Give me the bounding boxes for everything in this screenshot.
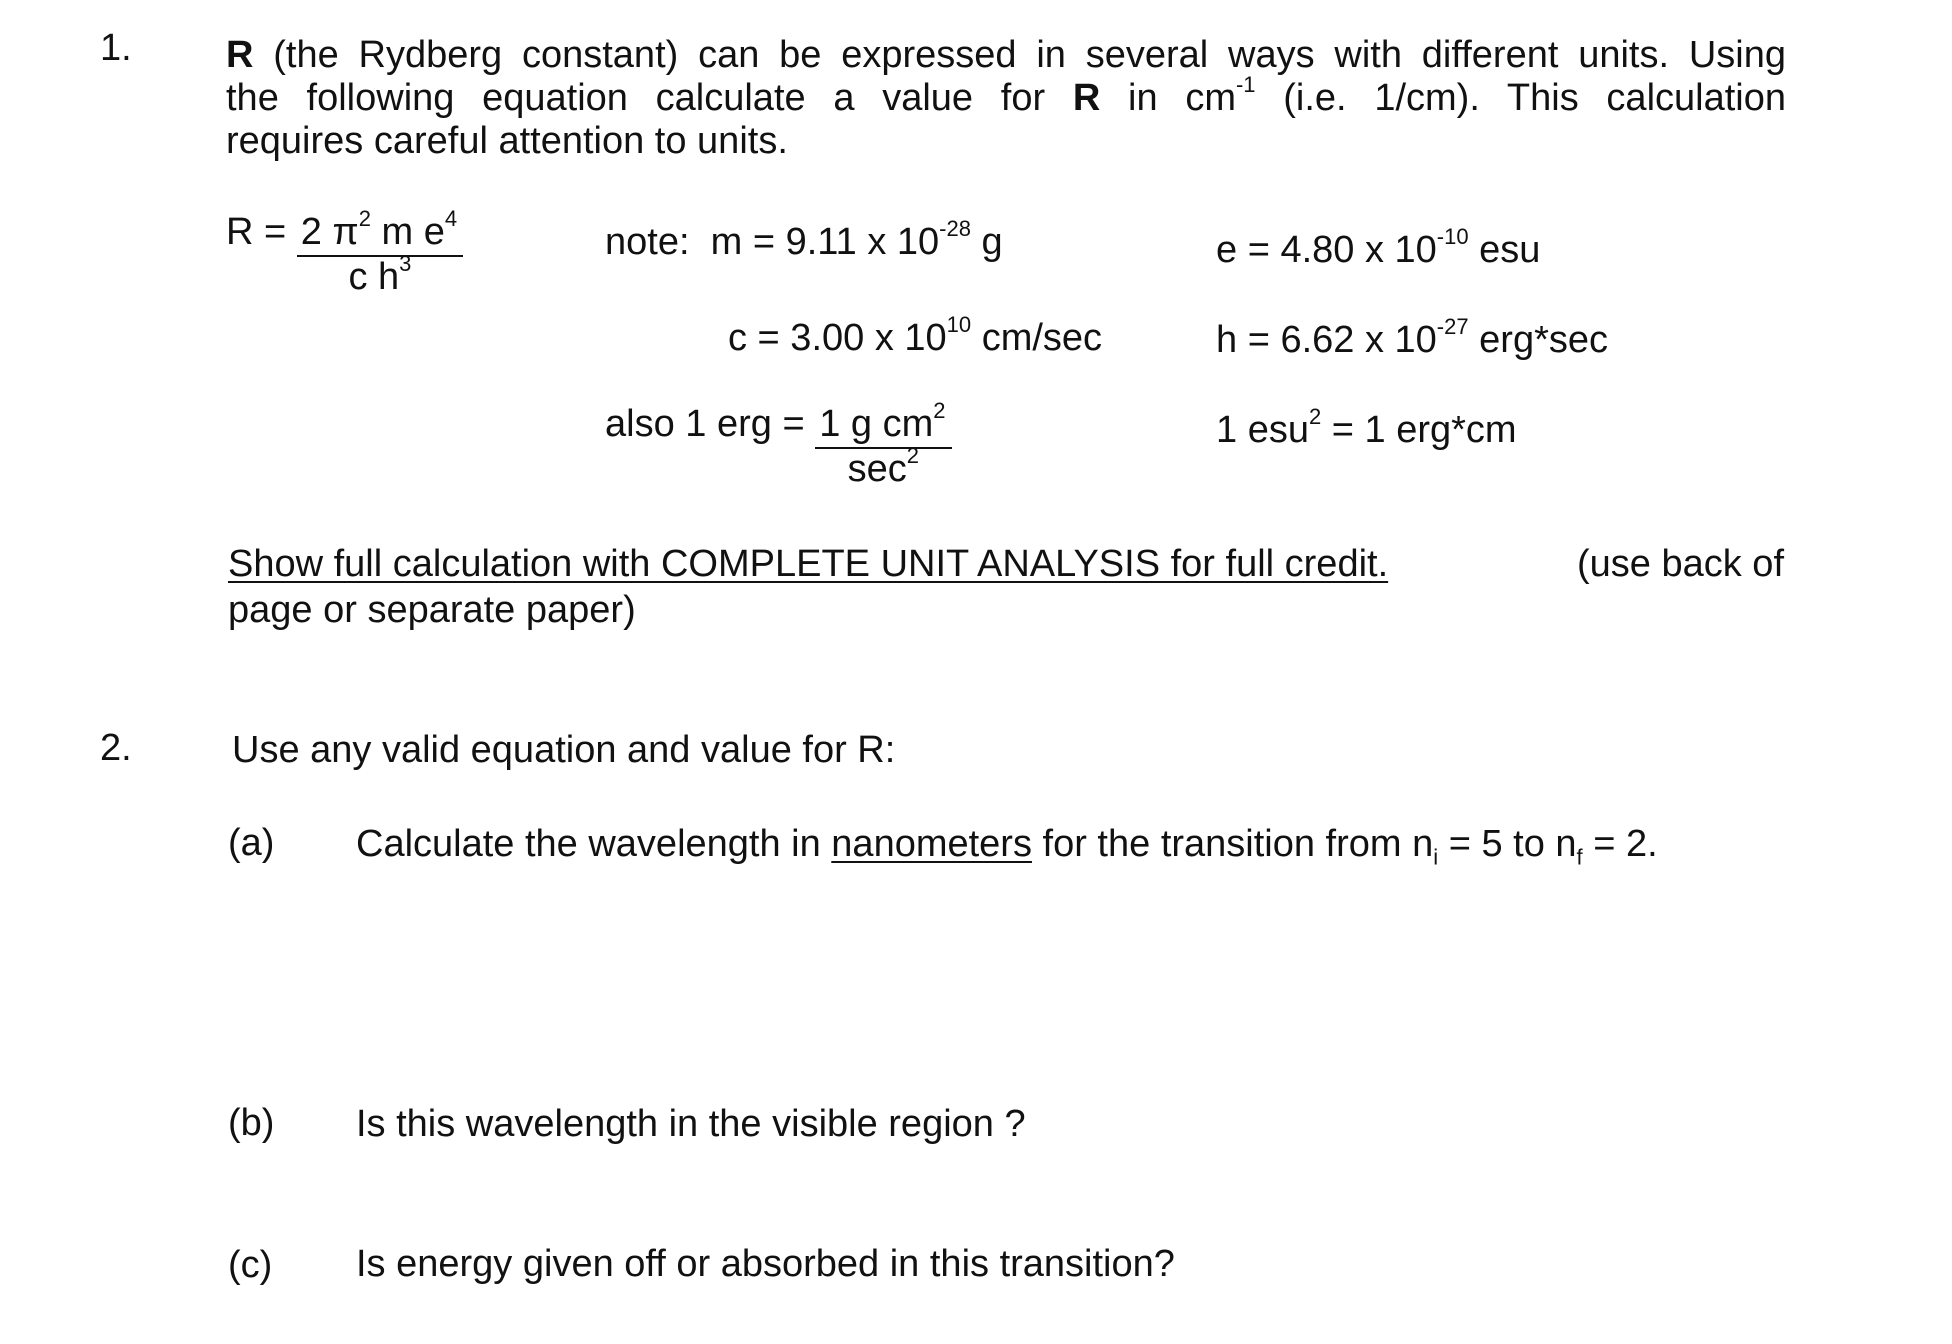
esu-definition (1216, 404, 1517, 452)
esu-exponent: 2 (1308, 404, 1322, 429)
speed-exponent: 10 (946, 312, 972, 337)
erg-lhs: also 1 erg = (605, 403, 805, 445)
numerator-text: 2 π (300, 211, 359, 253)
part-a-mid2: = 5 to n (1438, 823, 1577, 865)
erg-numerator-text: 1 g cm (819, 403, 934, 445)
erg-denominator-exponent: 2 (906, 442, 920, 468)
esu-rhs: = 1 erg*cm (1321, 409, 1517, 451)
instruction-rest: (use back of (1577, 543, 1784, 585)
mass-unit: g (970, 221, 1003, 263)
rydberg-equation (226, 206, 463, 299)
speed-of-light-constant (728, 312, 1103, 360)
nanometers-underlined: nanometers (831, 823, 1032, 865)
note-label: note: (605, 221, 690, 263)
part-c-text: Is energy given off or absorbed in this transition? (356, 1243, 1175, 1285)
erg-definition (605, 398, 952, 491)
numerator-mid: m e (370, 211, 445, 253)
e-exponent: 4 (444, 206, 458, 231)
paragraph-line-2-pre: the following equation calculate a value for (226, 77, 1073, 119)
question-2-intro: Use any valid equation and value for R: (232, 729, 896, 771)
paragraph-line-1-text: (the Rydberg constant) can be expressed in several ways with different units. Using (253, 34, 1786, 76)
erg-denominator-text: sec (847, 447, 907, 490)
esu-lhs: 1 esu (1216, 409, 1309, 451)
unit-exponent: -1 (1235, 72, 1256, 97)
equation-denominator (297, 250, 463, 299)
rydberg-symbol-2: R (1072, 77, 1101, 119)
denominator-text: c h (348, 255, 400, 298)
erg-numerator (815, 398, 951, 449)
part-a-mid: for the transition from n (1031, 823, 1434, 865)
mass-constant (605, 216, 1003, 264)
speed-unit: cm/sec (971, 317, 1103, 359)
pi-exponent: 2 (358, 206, 371, 231)
part-a-label: (a) (228, 822, 275, 864)
rydberg-symbol: R (226, 34, 254, 76)
erg-fraction (815, 398, 951, 491)
question-1-number: 1. (100, 27, 132, 69)
erg-denominator (815, 442, 951, 491)
paragraph-line-2-mid: in cm (1100, 77, 1236, 119)
instruction-underlined: Show full calculation with COMPLETE UNIT ANALYSIS for full credit. (228, 543, 1389, 585)
instruction-line-2: page or separate paper) (228, 589, 636, 631)
equation-lhs: R = (226, 211, 287, 253)
part-c-label: (c) (228, 1244, 273, 1286)
part-b-text: Is this wavelength in the visible region ? (356, 1103, 1026, 1145)
paragraph-line-1 (226, 34, 1786, 77)
part-a-post: = 2. (1582, 823, 1658, 865)
paragraph-line-3: requires careful attention to units. (226, 120, 788, 162)
planck-value: h = 6.62 x 10 (1216, 319, 1437, 361)
mass-value: m = 9.11 x 10 (710, 221, 940, 263)
part-a-text (356, 824, 1658, 870)
final-subscript: f (1576, 844, 1583, 870)
planck-unit: erg*sec (1468, 319, 1608, 361)
initial-subscript: i (1433, 844, 1439, 870)
mass-exponent: -28 (939, 216, 971, 241)
h-exponent: 3 (399, 250, 412, 276)
charge-value: e = 4.80 x 10 (1216, 229, 1437, 271)
part-a-pre: Calculate the wavelength in (356, 823, 832, 865)
question-1-paragraph (226, 34, 1786, 163)
instruction-line-1 (228, 544, 1784, 586)
equation-fraction (297, 206, 463, 299)
charge-unit: esu (1468, 229, 1541, 271)
speed-value: c = 3.00 x 10 (728, 317, 947, 359)
planck-constant (1216, 314, 1608, 362)
paragraph-line-2-post: (i.e. 1/cm). This calculation (1255, 77, 1786, 119)
equation-numerator (297, 206, 463, 257)
question-2-number: 2. (100, 727, 132, 769)
erg-numerator-exponent: 2 (933, 398, 946, 423)
planck-exponent: -27 (1436, 314, 1469, 339)
paragraph-line-2 (226, 72, 1786, 120)
part-b-label: (b) (228, 1102, 275, 1144)
charge-exponent: -10 (1436, 224, 1469, 249)
charge-constant (1216, 224, 1541, 272)
